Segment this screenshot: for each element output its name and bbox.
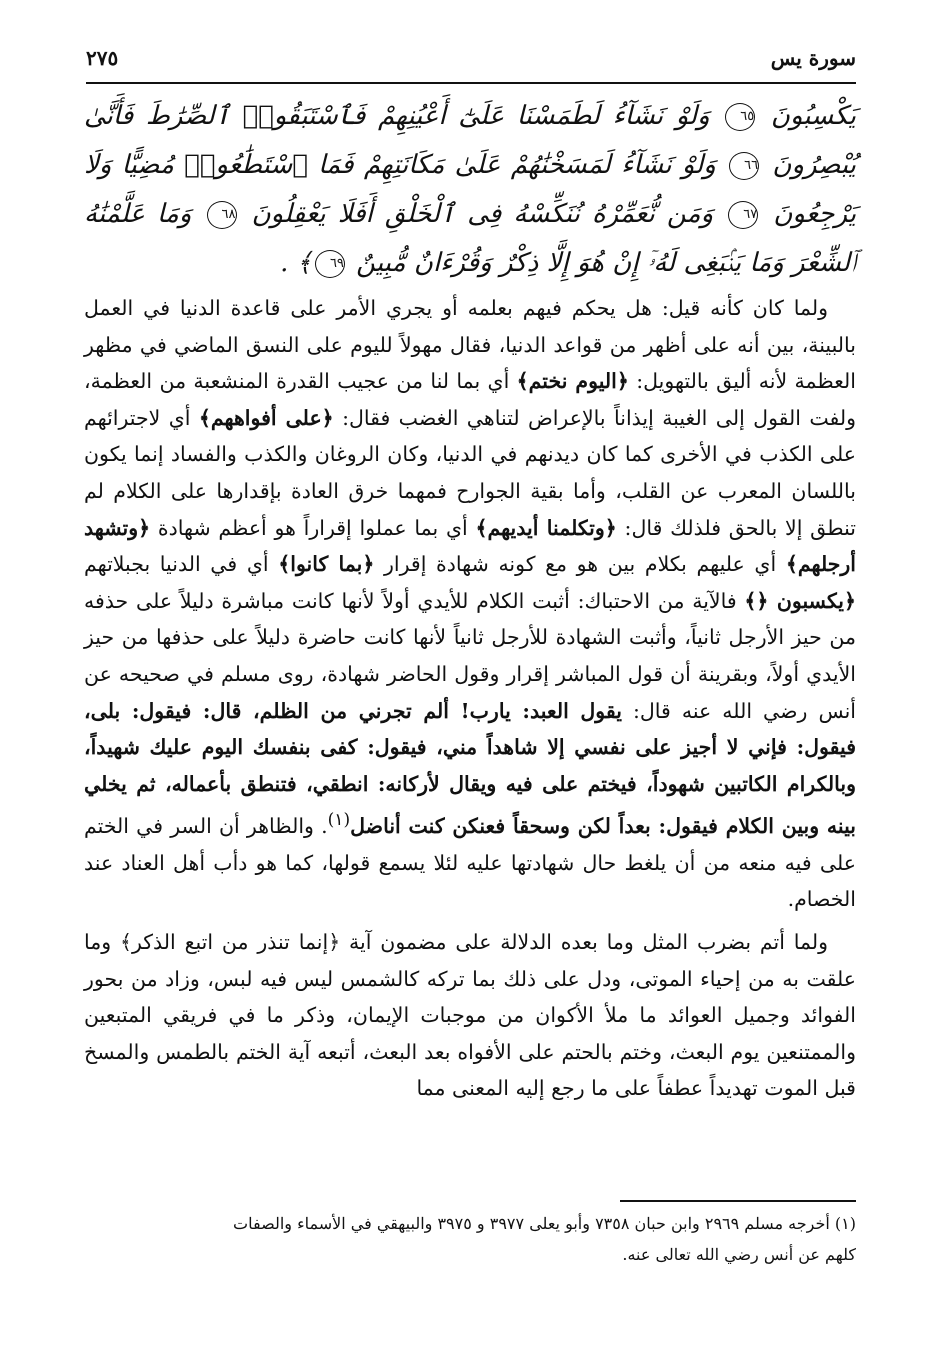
hadith-quote: يقول العبد: يارب! ألم تجرني من الظلم، قال: فيقول: بلى، فيقول: فإني لا أجيز على نفسي إلا شاهداً مني، فيقول: كفى بنفسك اليوم عليك شهيداً، وبالكرام الكاتبين شهوداً، فيختم على فيه ويقال لأركانه: انطقي، فتنطق بأعماله، ثم يخلي بينه وبين الكلام فيقول: بعداً لكن وسحقاً فعنكن كنت أناضل xyxy=(84,698,856,839)
footnote-reference[interactable]: (١) xyxy=(327,810,351,831)
footnote xyxy=(84,1208,856,1270)
text-run: أي بما لنا من عجيب القدرة المنشعبة من العظمة، ولفت القول إلى الغيبة إيذاناً بالإعراض لتناهي الغضب فقال: xyxy=(84,369,856,430)
ayah-number-marker: ٦٩ xyxy=(315,250,345,278)
quoted-verse: ﴿يكسبون ﴿﴾ xyxy=(744,588,856,613)
quoted-verse: ﴿على أفواههم﴾ xyxy=(198,405,334,430)
quoted-verse: ﴿اليوم نختم﴾ xyxy=(516,369,629,394)
ayah-number-marker: ٦٦ xyxy=(729,152,759,180)
ayah-number-marker: ٦٨ xyxy=(207,201,237,229)
quoted-verse: ﴿بما كانوا﴾ xyxy=(278,552,375,577)
verse-text: يَكْسِبُونَ xyxy=(770,101,857,131)
verse-text: وَمَا عَلَّمْنَٰهُ ٱلشِّعْرَ وَمَا يَنۢبَغِى لَهُۥٓ إِنْ هُوَ إِلَّا ذِكْرٌ وَقُرْءَانٌ مُّبِينٌ xyxy=(84,199,856,278)
page-number: ٢٧٥ xyxy=(86,46,119,70)
verse-text: وَلَوْ نَشَآءُ لَمَسَخْنَٰهُمْ عَلَىٰ مَكَانَتِهِمْ فَمَا ٱسْتَطَٰعُوا۟ مُضِيًّا وَلَا يَرْجِعُونَ xyxy=(84,150,857,229)
text-run: أي بما عملوا إقراراً هو أعظم شهادة xyxy=(150,515,476,540)
footnote-line xyxy=(84,1239,856,1270)
ayah-number-marker: ٦٥ xyxy=(725,103,755,131)
text-run: أي لاجترائهم على الكذب في الأخرى كما كان ديدنهم في الدنيا، وكان الروغان والكذب والفساد إنما يكون باللسان المعرب عن القلب، وأما بقية الجوارح فمهما خرق العادة بإقدارها على الكلام لم تنطق إلا بالحق فلذلك قال: xyxy=(84,405,856,540)
verse-end-mark: ﴾ . xyxy=(280,248,312,278)
quoted-verse: ﴿وتكلمنا أيديهم﴾ xyxy=(475,515,617,540)
surah-title: سورة يس xyxy=(770,46,856,70)
quran-verses xyxy=(84,92,856,288)
verse-text: وَمَن نُّعَمِّرْهُ نُنَكِّسْهُ فِى ٱلْخَلْقِ أَفَلَا يَعْقِلُونَ xyxy=(251,199,714,229)
text-run: ولما كان كأنه قيل: هل يحكم فيهم بعلمه أو يجري الأمر على قاعدة الدنيا في العمل بالبينة، بين أنه على أظهر من قواعد الدنيا، فقال مهولاً لليوم على النسق الماضي في مظهر العظمة لأنه أليق بالتهويل: xyxy=(84,296,856,394)
text-run: . والظاهر أن السر في الختم على فيه منعه من أن يلغط حال شهادتها عليه لئلا يسمع قولها، كما هو دأب أهل العناد عند الخصام. xyxy=(84,814,856,912)
text-run: أي في الدنيا بجبلاتهم xyxy=(84,552,279,577)
ayah-number-marker: ٦٧ xyxy=(728,201,758,229)
footnote-separator xyxy=(620,1200,856,1202)
quoted-verse: ﴿وتشهد أرجلهم﴾ xyxy=(84,515,857,577)
footnote-line xyxy=(84,1208,856,1239)
page-header xyxy=(86,42,856,84)
footnote-text: كلهم عن أنس رضي الله تعالى عنه. xyxy=(622,1245,856,1264)
commentary-paragraph: ولما أتم بضرب المثل وما بعده الدلالة على مضمون آية ﴿إنما تنذر من اتبع الذكر﴾ وما علقت به من إحياء الموتى، ودل على ذلك بما تركه كالشمس ليس فيه لبس، وزاد من بحور الفوائد وجميل العوائد ما ملأ الأكوان من موجبات الإيمان، وذكر ما في فريقي المتبعين والممتنعين يوم البعث، وختم بالحتم على الأفواه بعد البعث، أتبعه آية الختم بالطمس والمسخ قبل الموت تهديداً عطفاً على ما رجع إليه المعنى مما xyxy=(84,929,856,1101)
text-run: أي عليهم بكلام بين هو مع كونه شهادة إقرار xyxy=(374,552,786,577)
footnote-text: أخرجه مسلم ٢٩٦٩ وابن حبان ٧٣٥٨ وأبو يعلى ٣٩٧٧ و ٣٩٧٥ والبيهقي في الأسماء والصفات xyxy=(233,1214,830,1233)
commentary-text xyxy=(84,290,856,1107)
commentary-paragraph xyxy=(84,290,856,918)
verse-text: وَلَوْ نَشَآءُ لَطَمَسْنَا عَلَىٰٓ أَعْيُنِهِمْ فَٱسْتَبَقُوا۟ ٱلصِّرَٰطَ فَأَنَّىٰ يُبْصِرُونَ xyxy=(84,101,857,180)
footnote-marker: (١) xyxy=(834,1214,856,1233)
text-run: فالآية من الاحتباك: أثبت الكلام للأيدي أولاً لأنها كانت مباشرة دليلاً على حذفه من حيز الأرجل ثانياً، وأثبت الشهادة للأرجل ثانياً لأنها كانت حاضرة دليلاً على حذفها من حيز الأيدي أولاً، وبقرينة أن قول المباشر إقرار وقول الحاضر شهادة، روى مسلم في صحيحه عن أنس رضي الله عنه قال: xyxy=(84,588,856,723)
